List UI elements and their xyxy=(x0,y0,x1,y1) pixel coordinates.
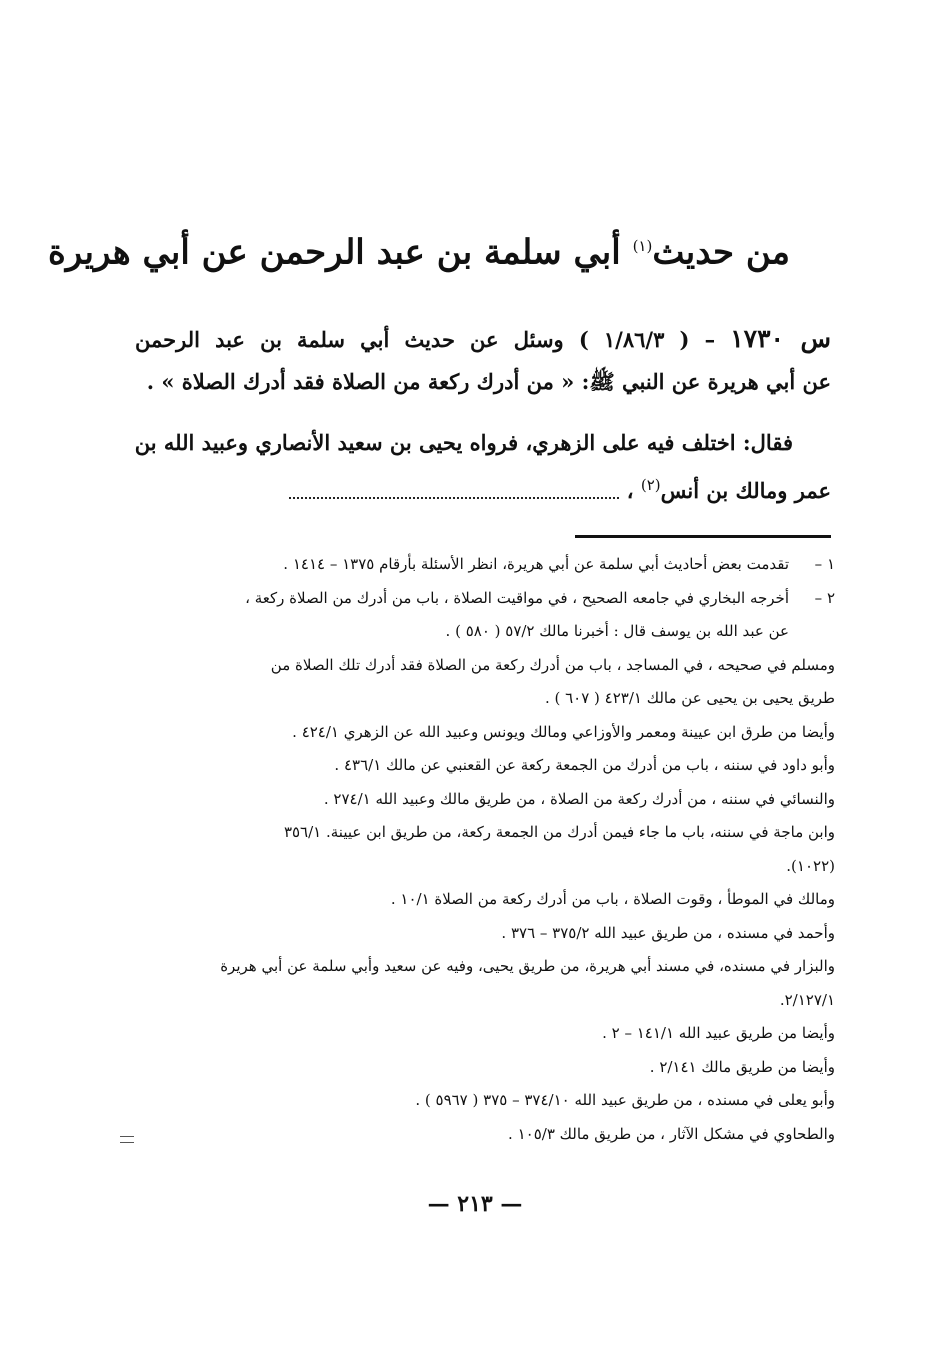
question-number: س ١٧٣٠ xyxy=(730,324,831,353)
chapter-title xyxy=(47,222,790,276)
source-line: وأحمد في مسنده ، من طريق عبيد الله ٣٧٥/٢ – ٣٧٦ . xyxy=(501,923,835,942)
source-line: وأيضا من طريق عبيد الله ١٤١/١ – ٢ . xyxy=(602,1024,835,1042)
source-line: ومالك في الموطأ ، وقوت الصلاة ، باب من أدرك ركعة من الصلاة ١٠/١ . xyxy=(390,890,835,908)
source-line: وأيضا من طرق ابن عيينة ومعمر والأوزاعي ومالك ويونس وعبيد الله عن الزهري ٤٢٤/١ . xyxy=(292,722,835,741)
source-line: طريق يحيى بن يحيى عن مالك ٤٢٣/١ ( ٦٠٧ ) . xyxy=(544,689,835,707)
answer-line-2 xyxy=(135,464,831,512)
source-line: (١٠٢٢). xyxy=(786,856,835,875)
answer-line-1: فقال: اختلف فيه على الزهري، فرواه يحيى بن سعيد الأنصاري وعبيد الله بن xyxy=(134,430,793,455)
source-line: ومسلم في صحيحه ، في المساجد ، باب من أدرك ركعة من الصلاة فقد أدرك تلك الصلاة من xyxy=(270,655,835,674)
chapter-title-rest: أبي سلمة بن عبد الرحمن عن أبي هريرة xyxy=(47,232,621,273)
footnote-2-number: ٢ – xyxy=(814,588,835,607)
margin-mark xyxy=(120,1136,134,1143)
source-line: وأبو يعلى في مسنده ، من طريق عبيد الله ٣٧٤/١٠ – ٣٧٥ ( ٥٩٦٧ ) . xyxy=(415,1091,835,1109)
answer-line-2-tail: ، xyxy=(626,478,634,503)
footnote-2-continuation xyxy=(135,649,835,1152)
footnote-1-number: ١ – xyxy=(814,555,835,573)
footnote-2 xyxy=(135,582,835,649)
footnote-1 xyxy=(135,548,835,582)
footnote-1-line: تقدمت بعض أحاديث أبي سلمة عن أبي هريرة، انظر الأسئلة بأرقام ١٣٧٥ – ١٤١٤ . xyxy=(283,555,789,573)
page-number: — ٢١٣ — xyxy=(427,1191,523,1217)
answer-line-2-text: عمر ومالك بن أنس xyxy=(660,478,831,503)
question-line-2: عن أبي هريرة عن النبي ﷺ: « من أدرك ركعة من الصلاة فقد أدرك الصلاة » . xyxy=(146,369,831,394)
footnote-ref-1: (١) xyxy=(632,237,653,255)
question-paragraph xyxy=(135,318,831,403)
footnote-2-line: أخرجه البخاري في جامعه الصحيح ، في مواقيت الصلاة ، باب من أدرك من الصلاة ركعة ، xyxy=(245,588,789,607)
ellipsis-dots xyxy=(289,487,619,499)
question-line-1 xyxy=(135,318,831,361)
source-line: وأيضا من طريق مالك ٢/١٤١ . xyxy=(649,1057,835,1076)
source-line: وأبو داود في سننه ، باب من أدرك من الجمعة ركعة عن القعنبي عن مالك ٤٣٦/١ . xyxy=(334,756,835,774)
answer-paragraph xyxy=(135,422,831,512)
source-line: والنسائي في سننه ، من أدرك ركعة من الصلاة ، من طريق مالك وعبيد الله ٢٧٤/١ . xyxy=(323,789,835,808)
footnote-2-line: عن عبد الله بن يوسف قال : أخبرنا مالك ٥٧/٢ ( ٥٨٠ ) . xyxy=(445,622,789,640)
footnote-ref-2: (٢) xyxy=(640,476,661,494)
chapter-title-start: من حديث xyxy=(652,232,790,273)
footnotes-section xyxy=(135,548,835,1151)
footnote-separator xyxy=(575,535,831,538)
source-line: ٢/١٢٧/١. xyxy=(779,990,835,1009)
source-line: والطحاوي في مشكل الآثار ، من طريق مالك ١٠٥/٣ . xyxy=(508,1124,835,1143)
question-line-1-rest: – ( ١/٨٦/٣ ) وسئل عن حديث أبي سلمة بن عبد الرحمن xyxy=(135,327,716,352)
source-line: والبزار في مسنده، في مسند أبي هريرة، من طريق يحيى، وفيه عن سعيد وأبي سلمة عن أبي هريرة xyxy=(220,957,835,975)
source-line: وابن ماجة في سننه، باب ما جاء فيمن أدرك من الجمعة ركعة، من طريق ابن عيينة. ٣٥٦/١ xyxy=(283,823,835,841)
